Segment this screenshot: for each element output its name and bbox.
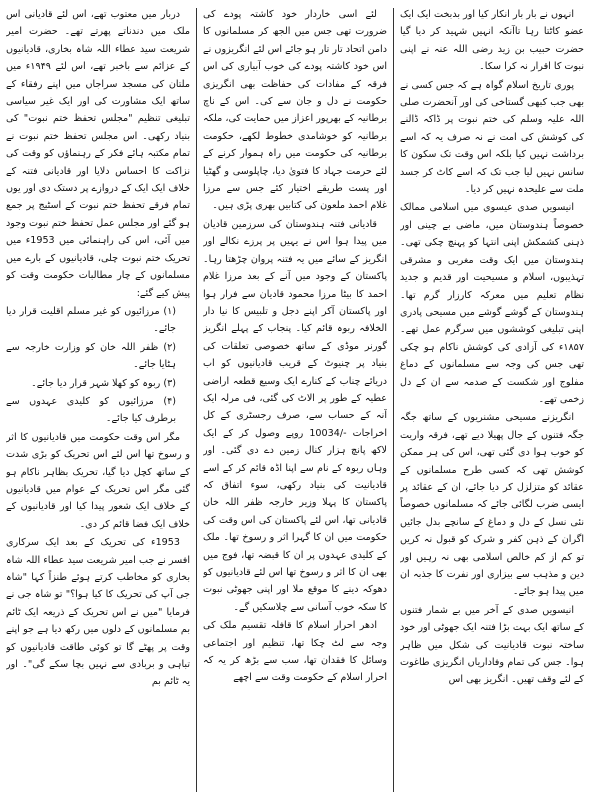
demand-item: (۳) ربوہ کو کھلا شہر قرار دیا جائے۔ (31, 377, 176, 389)
demand-item: (۴) مرزائیوں کو کلیدی عہدوں سے برطرف کیا جائے۔ (6, 395, 176, 425)
paragraph: انیسویں صدی کے آخر میں بے شمار فتنوں کے ساتھ ایک بہت بڑا فتنہ ایک جھوٹی اور خود ساختہ نبوت قادیانیت کی شکل میں ظاہر ہوا۔ جس کی تمام وفاداریاں انگریزی طاغوت کے لئے وقف تھیں۔ انگریز بھی اس (400, 604, 584, 686)
column-middle (203, 6, 387, 794)
column-divider (196, 8, 197, 792)
paragraph: لئے اسی خاردار خود کاشتہ پودے کی ضرورت تھی جس میں الجھ کر مسلمانوں کا دامن اتحاد تار تار ہو جائے اس لئے انگریزوں نے اس خود کاشتہ پودے کی خوب آبیاری کی اس فرقہ کے مفادات کی حفاظت بھی انگریزی حکومت نے دل و جان سے کی۔ اس کے ناچ برطانیہ کے بھرپور اعزاز میں حمایت کی، ملکہ برطانیہ کو خوشامدی خطوط لکھے، حکومت برطانیہ کی حکومت میں راہ ہموار کرنے کے لئے حرمت جہاد کا فتویٰ دیا، چاپلوسی و گھٹیا اور پست طریقے اختیار کئے جس سے مرزا غلام احمد ملعون کی کتابیں بھری پڑی ہیں۔ (203, 9, 387, 212)
column-right (400, 6, 584, 794)
paragraph: 1953ء کی تحریک کے بعد ایک سرکاری افسر نے جب امیر شریعت سید عطاء اللہ شاہ بخاری کو مخاطب کرتے ہوئے طنزاً کہا "شاہ جی آپ کی تحریک کا کیا ہوا؟" تو شاہ جی نے فرمایا "میں نے اس تحریک کے ذریعہ ایک ٹائم بم مسلمانوں کے دلوں میں رکھ دیا ہے جو اپنے وقت پر پھٹے گا تو کوئی طاقت قادیانیوں کو تباہی و بربادی سے نہیں بچا سکے گی"۔ اور یہ ٹائم بم (6, 537, 190, 688)
paragraph: پوری تاریخ اسلام گواہ ہے کہ جس کسی نے بھی جب کبھی گستاخی کی اور آنحضرت صلی اللہ علیہ وسلم کی ختم نبوت پر ڈاکہ ڈالنے کی کوشش کی امت نے نہ صرف یہ کہ اسے برداشت نہیں کیا بلکہ اس وقت تک سکون کا سانس نہیں لیا جب تک کہ اسے کاٹ کر جسد ملت سے علیحدہ نہیں کر دیا۔ (400, 79, 584, 196)
paragraph: مگر اس وقت حکومت میں قادیانیوں کا اثر و رسوخ تھا اس لئے اس تحریک کو بڑی شدت کے ساتھ کچل دیا گیا، تحریک بظاہر ناکام ہو گئی مگر اس تحریک کے عوام میں قادیانیوں کے خلاف ایک شعور پیدا کیا اور قادیانیوں کے خلاف ایک فضا قائم کر دی۔ (6, 431, 190, 530)
demand-item: (۲) ظفر اللہ خان کو وزارت خارجہ سے ہٹایا جائے۔ (6, 341, 176, 371)
paragraph: قادیانی فتنہ ہندوستان کی سرزمین قادیان میں پیدا ہوا اس نے یہیں پر پرزے نکالے اور انگریز کے سائے میں یہ فتنہ پروان چڑھتا رہا۔ پاکستان کے وجود میں آنے کے بعد مرزا غلام احمد کا بیٹا مرزا محمود قادیان سے فرار ہوا اور پاکستان آکر اپنے دجل و تلبیس کا نیا دار الخلافہ ربوہ قائم کیا۔ پنجاب کے پہلے انگریز گورنر موڈی کے ساتھ خصوصی تعلقات کی بنیاد پر چنیوٹ کے قریب قادیانیوں کو اب دریائے چناب کے کنارے ایک وسیع قطعہ اراضی عطیہ کے طور پر الاٹ کی گئی، فی مرلہ ایک آنہ کے حساب سے، صرف رجسٹری کے کل اخراجات -/10034 روپے وصول کر کے ایک لاکھ پانچ ہزار کنال زمین دے دی گئی۔ اور وہاں ربوہ کے نام سے اپنا اڈہ قائم کر کے اسے قادیانیت کی بنیاد رکھی، سوء اتفاق کہ پاکستان کا پہلا وزیر خارجہ ظفر اللہ خان قادیانی تھا، اس لئے پاکستان کی اس وقت کی حکومت میں ان کا گہرا اثر و رسوخ تھا۔ ملک کے کلیدی عہدوں پر ان کا قبضہ تھا، فوج میں بھی ان کا اثر و رسوخ تھا اس لئے قادیانیوں کو دھوکہ دینے کا موقع ملا اور اپنی جھوٹی نبوت کا سکہ خوب آسانی سے چلاسکیں گے۔ (203, 218, 387, 613)
paragraph: ادھر احرار اسلام کا قافلہ تقسیم ملک کی وجہ سے لٹ چکا تھا، تنظیم اور اجتماعی وسائل کا فقدان تھا، سب سے بڑھ کر یہ کہ احرار اسلام کے حکومت وقت سے اچھے (203, 620, 387, 684)
paragraph: انیسویں صدی عیسوی میں اسلامی ممالک خصوصاً ہندوستان میں، ماضی بے چینی اور ذہنی کشمکش اپنی انتہا کو پہنچ چکی تھی۔ ہندوستان میں ایک وقت مغربی و مشرقی تہذیبوں، اسلام و مسیحیت اور قدیم و جدید نظام تعلیم میں معرکہ کارزار گرم تھا۔ ہندوستان کے گوشے گوشے میں مسیحی پادری اپنی تبلیغی کوششوں میں سرگرم عمل تھے۔ ۱۸۵۷ء کی آزادی کی کوشش ناکام ہو چکی تھی جس کی وجہ سے مسلمانوں کے دماغ مفلوج اور شکست کے صدمہ سے ان کے دل زخمی تھے۔ (400, 202, 584, 405)
paragraph: انگریزنے مسیحی مشنریوں کے ساتھ جگہ جگہ فتنوں کے جال پھیلا دیے تھے، فرقہ واریت کو خوب ہوا دی گئی تھی، اس کی ہر ممکن کوشش تھی کہ کسی طرح مسلمانوں کے عقائد کو متزلزل کر دیا جائے، ان کے عقائد پر ایسی ضرب لگائی جائے کہ مسلمانوں خصوصاً نئی نسل کے دل و دماغ کے سانچے بدل جائیں اگران کے ذہن کفر و شرک کو قبول نہ کریں تو کم از کم خالص اسلامی بھی نہ رہیں اور دین و مذہب سے بیزاری اور نفرت کا جذبہ ان میں پیدا ہو جائے۔ (400, 412, 584, 598)
paragraph: دربار میں معتوب تھے، اس لئے قادیانی اس ملک میں دندناتے پھرتے تھے۔ حضرت امیر شریعت سید عطاء اللہ شاہ بخاری، قادیانیوں کے عزائم سے باخبر تھے، اس لئے ۱۹۴۹ء میں ملتان کی مسجد سراجاں میں اپنے رفقاء کے ساتھ ایک مشاورت کی اور ایک غیر سیاسی تبلیغی تنظیم "مجلس تحفظ ختم نبوت" کی بنیاد رکھی۔ اس مجلس تحفظ ختم نبوت نے تمام مکتبہ ہائے فکر کے رہنماؤں کو وقت کی نزاکت کا احساس دلایا اور قادیانی فتنہ کے خلاف ایک ایک کے دروازے پر دستک دی اور یوں تمام فرقے تحفظ ختم نبوت کے اسٹیج پر جمع ہو گئے اور مجلس عمل تحفظ ختم نبوت وجود میں آئی، اس کی راہنمائی میں 1953ء میں تحریک ختم نبوت چلی، قادیانیوں کے بارے میں مسلمانوں کے چار مطالبات حکومت وقت کو پیش کیے گئے: (6, 9, 190, 299)
demand-item: (۱) مرزائیوں کو غیر مسلم اقلیت قرار دیا جائے۔ (6, 305, 176, 335)
column-left (6, 6, 190, 794)
column-divider (393, 8, 394, 792)
paragraph: انہوں نے بار بار انکار کیا اور بدبخت ایک ایک عضو کاٹتا رہا تاآنکہ انہیں شہید کر دیا گیا حضرت حبیب بن زید رضی اللہ عنہ نے اپنی نبوت کا اقرار نہ کرا سکا۔ (400, 9, 584, 73)
